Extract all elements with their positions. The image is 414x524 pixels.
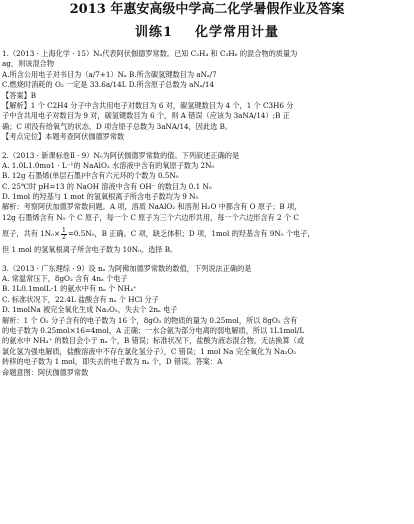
- q3-analysis-line-3: 的氨水中 NH₄⁺ 的数目会小于 nₐ 个，B 错误；标准状况下，盐酸为液态混合物，无法换算（或: [2, 336, 305, 346]
- section-heading: [0, 24, 414, 42]
- q1-stem-line-2: ag，则该混合物: [2, 59, 55, 69]
- q2-analysis-line-2: 12g 石墨烯含有 N₀ 个 C 原子，每一个 C 原子为三个六边形共用，每一个六边形含有 2 个 C: [2, 212, 299, 222]
- q3-topic: 命题意图：阿伏伽德罗常数: [2, 367, 89, 377]
- q2-option-a: A. 1.0L1.0mo1 · L⁻¹的 NaAlO₂ 水溶液中含有的氧原子数为 2N₀: [2, 160, 215, 170]
- question-1: [2, 49, 412, 143]
- q3-analysis-line-1: 解析：1 个 O₂ 分子含有的电子数为 16 个，8gO₂ 的物质的量为 0.25mol，所以 8gO₂ 含有: [2, 315, 298, 325]
- document-title: 2013 年惠安高级中学高二化学暑假作业及答案: [69, 2, 345, 17]
- q3-option-d: D. 1molNa 被完全氧化生成 Na₂O₂，失去个 2nₐ 电子: [2, 305, 178, 315]
- q1-analysis-line-3: 确；C 项没有给氧气的状态，D 项含原子总数为 3aNA/14，因此选 B。: [2, 121, 233, 131]
- q1-stem-line-1: 1.（2013 · 上海化学 · 15）Nₐ代表阿伏伽德罗常数。已知 C₂H₄ 和 C₃H₆ 的混合物的质量为: [2, 49, 298, 58]
- q2-analysis-line-1: 解析：考察阿伏加德罗常数问题。A 项，溶质 NaAlO₂ 和溶剂 H₂O 中都含有 O 原子；B 项，: [2, 202, 302, 212]
- q3-stem: 3.（2013 · 广东理综 · 9）设 nₐ 为阿佛加德罗常数的数值，下列说法正确的是: [2, 263, 252, 273]
- q2-option-c: C. 25℃时 pH=13 的 NaOH 溶液中含有 OH⁻ 的数目为 0.1 N₀: [2, 181, 212, 191]
- q2-analysis-line-3-end: =0.5N₀，B 正确。C 项，缺乏体积；D 项，1mol 的羟基含有 9N₀ 个电子，: [67, 229, 315, 239]
- q1-answer: 【答案】B: [2, 90, 37, 100]
- section-number: 训练1: [134, 25, 174, 40]
- question-3: [2, 264, 412, 378]
- q3-option-a: A. 常温常压下，8gO₂ 含有 4nₐ 个电子: [2, 274, 128, 284]
- q2-option-d: D. 1mol 的羟基与 1 mot 的氢氧根离子所含电子数均为 9 N₀: [2, 192, 199, 202]
- q2-analysis-line-3: [2, 227, 412, 241]
- q3-option-c: C. 标准状况下，22.4L 盐酸含有 nₐ 个 HCl 分子: [2, 294, 159, 304]
- q1-analysis-line-2: 子中含共用电子对数目为 9 对，碳氢键数目为 6 个，则 A 错误（应该为 3aNA/14）;B 正: [2, 111, 290, 121]
- fraction-numerator: 1: [62, 227, 66, 234]
- section-topic: 化学常用计量: [195, 25, 280, 40]
- q2-analysis-line-3-start: 原子，共有 1N₀×: [2, 229, 60, 239]
- q3-analysis-line-4: 氯化氢为强电解质，盐酸溶液中不存在氯化氢分子），C 错误；1 mol Na 完全氧化为 Na₂O₂: [2, 346, 297, 356]
- q1-options-cd: C.燃烧时消耗的 O₂ 一定是 33.6a/14L D.所含原子总数为 aNₐ/14: [2, 80, 215, 90]
- q3-analysis-line-5: 转移的电子数为 1 mol，即失去的电子数为 nₐ 个，D 错误。答案：A: [2, 357, 223, 367]
- q2-analysis-line-4: 但 1 mol 的氢氧根离子所含电子数为 10N₀。选择 B。: [2, 245, 178, 255]
- q1-topic: 【考点定位】本题考查阿伏伽德罗常数: [2, 132, 125, 142]
- q2-stem: 2.（2013 · 新课标卷Ⅱ · 9）N₀为阿伏伽德罗常数的值。下列叙述正确的是: [2, 150, 240, 160]
- q3-option-b: B. 1L0.1molL-1 的氨水中有 nₐ 个 NH₄⁺: [2, 284, 137, 294]
- q1-analysis-line-1: 【解析】1 个 C2H4 分子中含共用电子对数目为 6 对，碳氢键数目为 4 个，1 个 C3H6 分: [2, 100, 294, 110]
- fraction-denominator: 2: [62, 233, 66, 241]
- document-body: [2, 49, 412, 378]
- q2-option-b: B. 12g 石墨烯(单层石墨)中含有六元环的个数为 0.5N₀: [2, 171, 179, 181]
- q3-analysis-line-2: 的电子数为 0.25mol×16=4mol，A 正确；一水合氨为部分电离的弱电解质，所以 1L1mol/L: [2, 325, 305, 335]
- fraction: [61, 228, 67, 241]
- question-2: [2, 151, 412, 256]
- q1-options-ab: A.所含公用电子对书目为（a/7+1）Nₐ B.所含碳氢键数目为 aNₐ/7: [2, 69, 217, 79]
